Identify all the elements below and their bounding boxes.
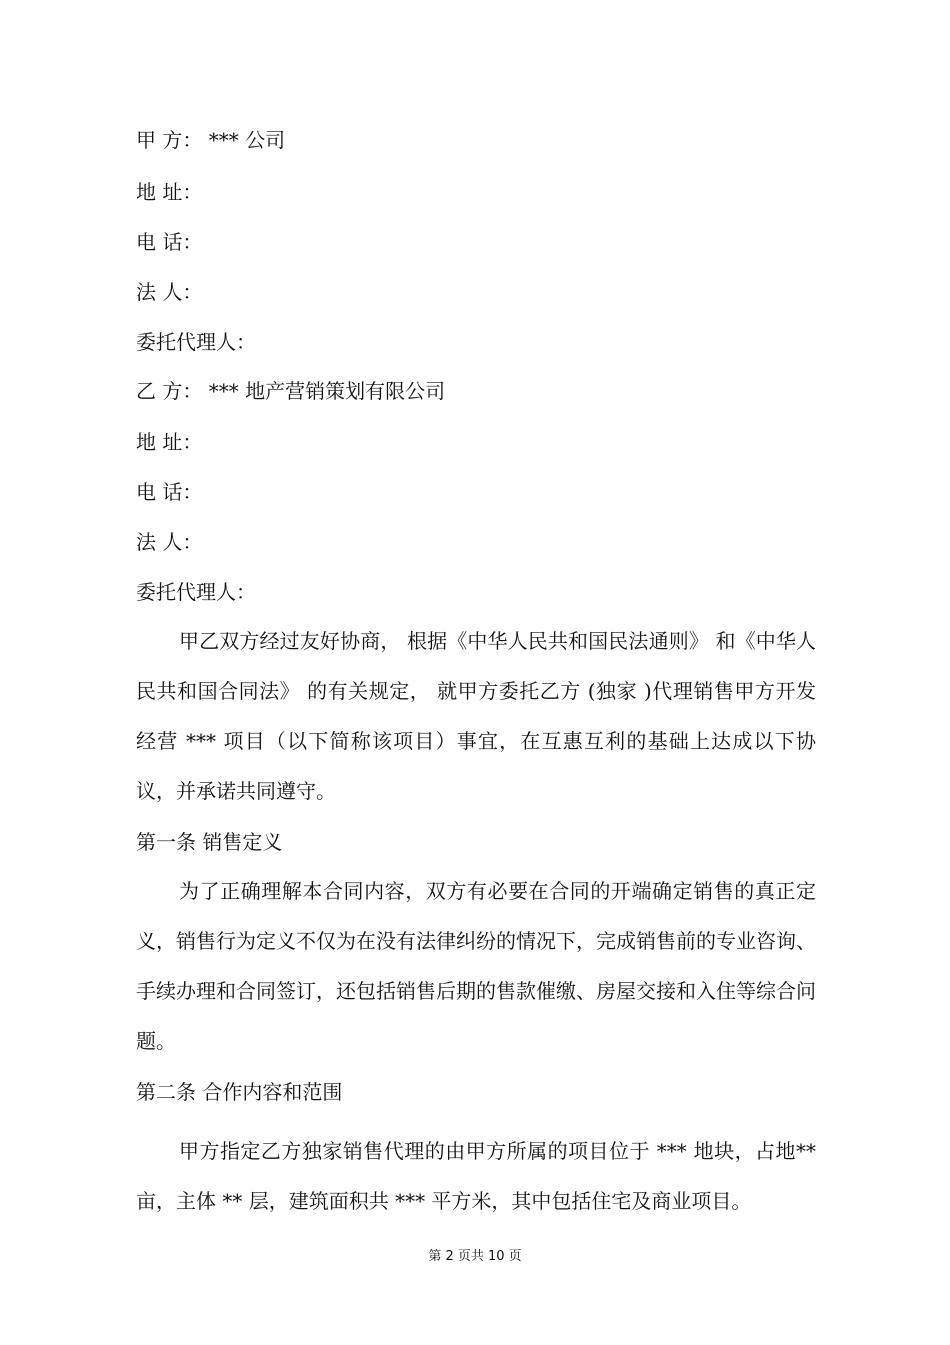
- party-a-name: 甲 方： *** 公司: [136, 128, 286, 152]
- party-b-phone: 电 话：: [136, 480, 203, 504]
- party-b-agent: 委托代理人：: [136, 580, 256, 604]
- party-b-name: 乙 方： *** 地产营销策划有限公司: [136, 379, 446, 403]
- party-a-address: 地 址：: [136, 180, 203, 204]
- party-a-legal-person: 法 人：: [136, 280, 203, 304]
- article-1-body: 为了正确理解本合同内容，双方有必要在合同的开端确定销售的真正定义，销售行为定义不仅为在没有法律纠纷的情况下，完成销售前的专业咨询、手续办理和合同签订，还包括销售后期的售款催缴、房屋交接和入住等综合问题。: [136, 879, 816, 1053]
- party-a-agent: 委托代理人：: [136, 330, 256, 354]
- preamble-paragraph: 甲乙双方经过友好协商， 根据《中华人民共和国民法通则》 和《中华人民共和国合同法》 的有关规定， 就甲方委托乙方 (独家 )代理销售甲方开发经营 *** 项目（以下简称该项目）事宜，在互惠互利的基础上达成以下协议，并承诺共同遵守。: [136, 629, 816, 803]
- party-a-phone: 电 话：: [136, 230, 203, 254]
- page-footer: 第 2 页共 10 页: [428, 1249, 522, 1264]
- article-2-heading: 第二条 合作内容和范围: [136, 1080, 343, 1104]
- party-b-legal-person: 法 人：: [136, 530, 203, 554]
- article-2-body: 甲方指定乙方独家销售代理的由甲方所属的项目位于 *** 地块，占地** 亩，主体 ** 层，建筑面积共 *** 平方米，其中包括住宅及商业项目。: [136, 1139, 816, 1213]
- article-1-heading: 第一条 销售定义: [136, 830, 283, 854]
- party-b-address: 地 址：: [136, 430, 203, 454]
